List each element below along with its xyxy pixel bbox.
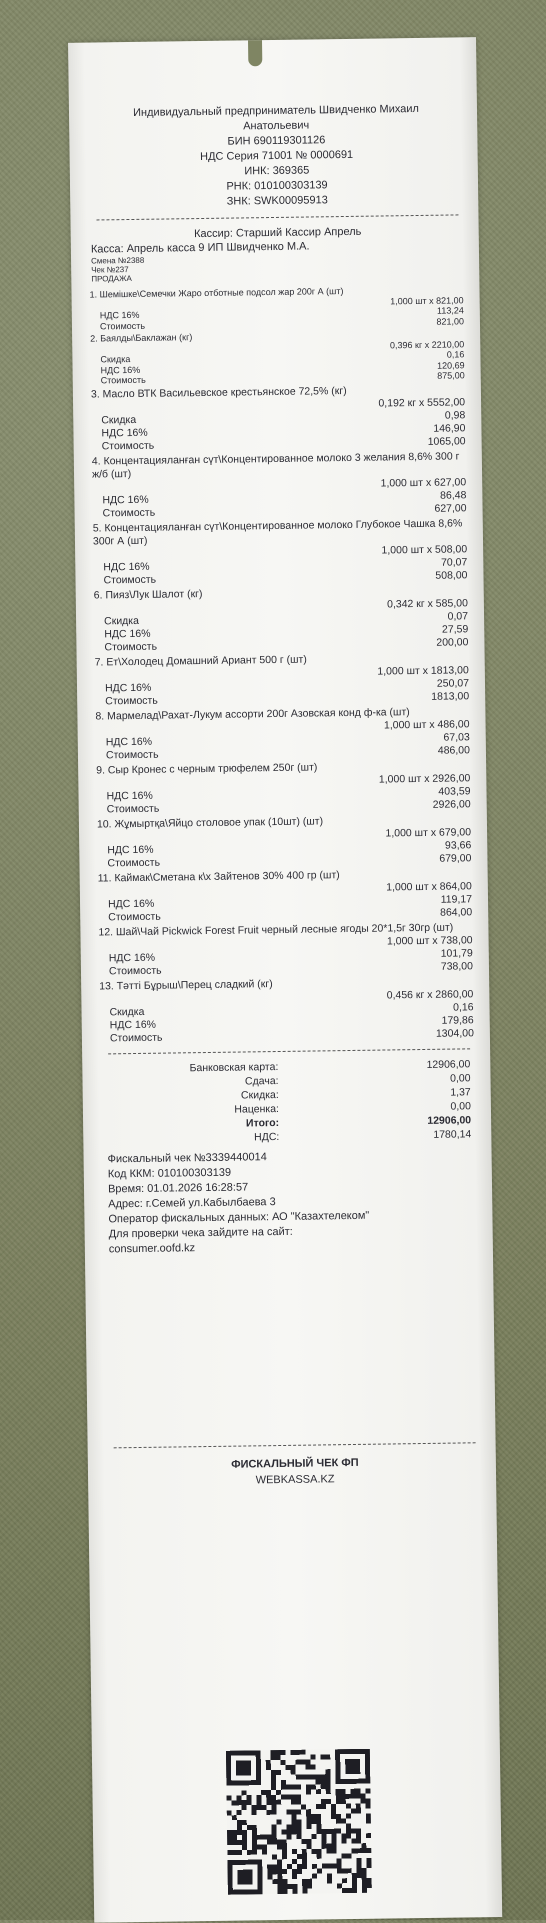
summary-value: 0,00 [450,1099,471,1113]
item-qty-price: 1,000 шт x 508,00 [381,542,468,557]
summary-label: Итого: [245,1116,280,1129]
item-detail-label: НДС 16% [106,789,153,802]
item-title: 5. Концентацияланған сүт\Концентированное молоко Глубокое Чашка 8,6% 300г А (шт) [92,516,463,548]
item-qty-price: 1,000 шт x 2926,00 [378,771,471,786]
item-detail-value: 738,00 [440,959,474,973]
item-detail-value: 1304,00 [435,1026,474,1040]
item-title: 1. Шемішке\Семечки Жаро отботные подсол жар 200г А (шт) [89,286,344,300]
sale-type: ПРОДАЖА [91,273,132,284]
item-title: 8. Мармелад\Рахат-Лукум ассорти 200г Азовская конд ф-ка (шт) [95,705,410,723]
item-detail-label: НДС 16% [107,843,154,856]
item-detail-label: Стоимость [104,640,158,653]
fiscal-check-number: Фискальный чек №3339440014 [107,1150,267,1165]
item-detail-label: НДС 16% [102,493,149,506]
receipt-item [90,450,473,520]
item-detail-value: 0,98 [444,408,466,422]
item-detail-value: 627,00 [434,501,467,515]
item-qty-price: 0,456 кг x 2860,00 [386,987,474,1001]
summary-value: 1780,14 [433,1127,472,1141]
footer-info [100,1147,483,1257]
receipt-item [93,705,476,762]
item-detail-value: 403,59 [438,784,471,798]
store-address: Адрес: г.Семей ул.Кабылбаева 3 [108,1195,276,1210]
item-detail-value: 93,66 [444,838,472,852]
item-title: 11. Каймак\Сметана к\х Зайтенов 30% 400 гр (шт) [97,868,340,885]
item-detail-label: НДС 16% [103,560,150,573]
receipt-item [89,383,472,453]
receipt-item [97,975,480,1045]
item-detail-label: НДС 16% [104,681,152,694]
item-detail-value: 0,07 [447,609,469,623]
summary-block [98,1057,481,1146]
item-detail-label: Стоимость [108,910,161,923]
item-detail-label: Стоимость [103,573,157,586]
qr-code [226,1749,372,1895]
item-detail-label: НДС 16% [109,1018,157,1031]
item-detail-label: Стоимость [108,964,162,977]
item-detail-value: 70,07 [440,555,468,569]
item-qty-price: 0,342 кг x 585,00 [386,596,468,610]
receipt-item [95,813,478,870]
fiscal-operator: Оператор фискальных данных: АО "Казахтелеком" [108,1209,370,1225]
item-title: 9. Сыр Кронес с черным трюфелем 250г (шт) [96,760,318,777]
item-detail-value: 679,00 [439,851,472,865]
merchant-rnk: РНК: 010100303139 [226,179,328,193]
item-detail-label: НДС 16% [101,426,148,439]
paper-tear [248,40,262,66]
item-detail-label: Скидка [100,354,131,365]
item-detail-label: Стоимость [102,506,156,519]
item-detail-label: НДС 16% [105,735,153,748]
fiscal-block [104,1453,486,1490]
receipt-time: Время: 01.01.2026 16:28:57 [107,1180,249,1195]
item-qty-price: 1,000 шт x 486,00 [383,717,470,732]
merchant-name-line2: Анатольевич [243,119,310,133]
check-site: consumer.oofd.kz [108,1241,196,1255]
item-detail-value: 508,00 [435,568,468,582]
item-title: 10. Жұмыртқа\Яйцо столовое упак (10шт) (шт) [96,814,324,831]
merchant-znk: ЗНК: SWK00095913 [226,194,328,208]
summary-value: 0,00 [449,1071,471,1085]
summary-value: 12906,00 [426,1057,471,1071]
item-detail-label: НДС 16% [108,951,156,964]
separator [108,1048,470,1054]
item-detail-value: 200,00 [436,635,469,649]
item-detail-label: Стоимость [99,320,146,331]
item-detail-value: 875,00 [437,370,465,381]
item-detail-label: Стоимость [105,694,158,707]
item-detail-value: 27,59 [441,622,469,636]
item-qty-price: 1,000 шт x 864,00 [386,879,472,893]
shift-number: Смена №2388 [91,255,145,266]
item-detail-value: 2926,00 [432,797,471,811]
item-detail-value: 86,48 [440,488,467,502]
item-detail-value: 0,16 [446,349,465,360]
receipt-item [96,867,479,924]
item-detail-label: Скидка [109,1005,145,1018]
kassa-name: Касса: Апрель касса 9 ИП Швидченко М.А. [90,240,310,256]
item-detail-value: 250,07 [436,676,470,690]
item-title: 6. Пияз\Лук Шалот (кг) [93,587,203,602]
receipt-item [92,584,475,654]
receipt-header [84,37,468,211]
item-detail-label: Стоимость [101,439,155,452]
item-title: 7. Ет\Холодец Домашний Ариант 500 г (шт) [94,653,307,669]
item-title: 3. Масло ВТК Васильевское крестьянское 72,5% (кг) [90,384,347,401]
summary-value: 1,37 [450,1085,471,1099]
item-detail-value: 864,00 [439,905,473,919]
item-detail-label: НДС 16% [107,897,155,910]
separator [96,214,458,220]
item-qty-price: 1,000 шт x 821,00 [390,294,464,306]
item-title: 12. Шай\Чай Pickwick Forest Fruit черный лесные ягоды 20*1,5г 30гр (шт) [98,921,454,939]
item-detail-label: Стоимость [109,1031,163,1044]
item-qty-price: 1,000 шт x 738,00 [386,933,473,947]
check-hint: Для проверки чека зайдите на сайт: [108,1225,293,1240]
item-detail-value: 120,69 [436,359,465,371]
summary-label: НДС: [254,1130,280,1143]
merchant-ink: ИНК: 369365 [244,164,310,178]
item-detail-label: Стоимость [105,748,159,761]
receipt-item [96,921,479,978]
receipt-item [91,517,474,587]
summary-label: Наценка: [234,1102,280,1116]
item-detail-value: 821,00 [436,315,465,327]
item-detail-label: Скидка [104,614,140,627]
item-detail-value: 0,16 [452,1000,474,1014]
item-detail-label: НДС 16% [104,627,151,640]
merchant-nds: НДС Серия 71001 № 0000691 [200,148,354,164]
fiscal-title: ФИСКАЛЬНЫЙ ЧЕК ФП [231,1456,359,1471]
item-detail-label: Стоимость [107,856,161,869]
item-qty-price: 0,192 кг x 5552,00 [378,395,466,410]
items-list [87,284,480,1045]
summary-label: Скидка: [240,1088,279,1102]
item-detail-label: НДС 16% [100,364,141,375]
item-detail-value: 101,79 [440,946,473,960]
item-title: 13. Тәтті Бұрыш\Перец сладкий (кг) [99,977,273,993]
merchant-name-line1: Индивидуальный предприниматель Швидченко Михаил [133,102,419,119]
item-detail-value: 1813,00 [431,689,470,703]
check-number: Чек №237 [91,265,129,275]
item-qty-price: 0,396 кг x 2210,00 [389,338,465,350]
item-title: 2. Баялды\Баклажан (кг) [90,332,193,344]
kkm-code: Код ККМ: 010100303139 [107,1166,232,1180]
item-detail-label: Стоимость [100,374,146,386]
receipt-item [93,651,476,708]
item-qty-price: 1,000 шт x 1813,00 [377,663,469,678]
summary-label: Сдача: [244,1074,279,1087]
item-detail-value: 119,17 [440,892,473,906]
separator [114,1442,476,1448]
item-detail-value: 67,03 [443,730,470,744]
item-detail-value: 179,86 [441,1013,474,1027]
receipt-paper [68,37,502,1923]
item-detail-label: Скидка [101,413,137,426]
item-qty-price: 1,000 шт x 627,00 [380,475,467,490]
item-detail-value: 146,90 [433,421,466,435]
item-detail-value: 1065,00 [427,434,466,448]
receipt-item [88,328,471,386]
item-detail-value: 113,24 [436,305,464,316]
item-qty-price: 1,000 шт x 679,00 [385,825,472,839]
item-title: 4. Концентацияланған сүт\Концентированное молоко 3 желания 8,6% 300 г ж/б (шт) [91,449,460,481]
fiscal-brand: WEBKASSA.KZ [255,1472,335,1486]
cashier-name: Кассир: Старший Кассир Апрель [193,225,362,241]
summary-value: 12906,00 [427,1113,472,1127]
receipt-item [94,759,477,816]
item-detail-label: НДС 16% [99,309,140,321]
receipt-item [87,284,470,331]
merchant-bin: БИН 690119301126 [227,134,326,148]
summary-label: Банковская карта: [189,1060,279,1074]
item-detail-value: 486,00 [437,743,471,757]
item-detail-label: Стоимость [106,802,160,815]
